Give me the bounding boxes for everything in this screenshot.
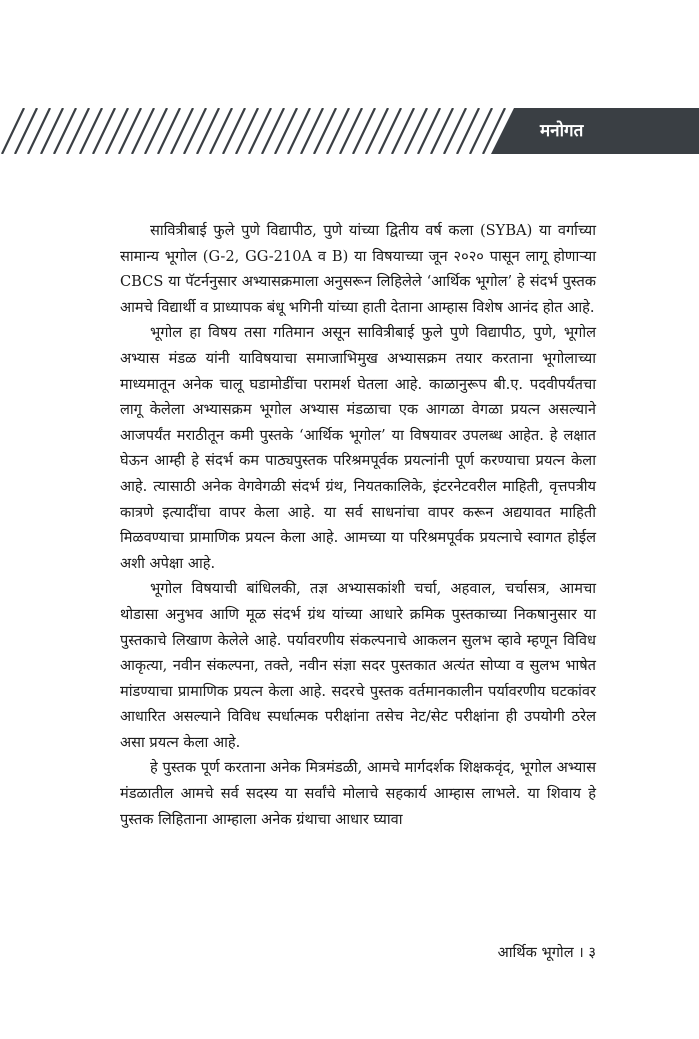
stripe-line — [171, 108, 193, 154]
stripe-line — [405, 108, 427, 154]
stripe-line — [210, 108, 232, 154]
stripe-line — [223, 108, 245, 154]
stripe-line — [67, 108, 89, 154]
stripe-line — [158, 108, 180, 154]
stripe-line — [249, 108, 271, 154]
paragraph-2: भूगोल हा विषय तसा गतिमान असून सावित्रीबाई फुले पुणे विद्यापीठ, पुणे, भूगोल अभ्यास मंडळ यांनी याविषयाचा समाजाभिमुख अभ्यासक्रम तयार करताना भूगोलाच्या माध्यमातून अनेक चालू घडामोडींचा परामर्श घेतला आहे. काळानुरूप बी.ए. पदवीपर्यंतचा लागू केलेला अभ्यासक्रम भूगोल अभ्यास मंडळाचा एक आगळा वेगळा प्रयत्न असल्याने आजपर्यंत मराठीतून कमी पुस्तके ‘आर्थिक भूगोल’ या विषयावर उपलब्ध आहेत. हे लक्षात घेऊन आम्ही हे संदर्भ कम पाठ्यपुस्तक परिश्रमपूर्वक प्रयत्नांनी पूर्ण करण्याचा प्रयत्न केला आहे. त्यासाठी अनेक वेगवेगळी संदर्भ ग्रंथ, नियतकालिके, इंटरनेटवरील माहिती, वृत्तपत्रीय कात्रणे इत्यादींचा वापर केला आहे. या सर्व साधनांचा वापर करून अद्ययावत माहिती मिळवण्याचा प्रामाणिक प्रयत्न केला आहे. आमच्या या परिश्रमपूर्वक प्रयत्नाचे स्वागत होईल अशी अपेक्षा आहे. — [120, 324, 596, 572]
stripe-line — [197, 108, 219, 154]
stripe-line — [93, 108, 115, 154]
stripe-line — [15, 108, 37, 154]
stripe-line — [288, 108, 310, 154]
preface-body — [120, 218, 596, 832]
stripe-line — [184, 108, 206, 154]
stripe-line — [327, 108, 349, 154]
page-footer: आर्थिक भूगोल । ३ — [497, 944, 596, 961]
stripe-line — [340, 108, 362, 154]
paragraph-4: हे पुस्तक पूर्ण करताना अनेक मित्रमंडळी, आमचे मार्गदर्शक शिक्षकवृंद, भूगोल अभ्यास मंडळातील आमचे सर्व सदस्य या सर्वांचे मोलाचे सहकार्य आम्हास लाभले. या शिवाय हे पुस्तक लिहिताना आम्हाला अनेक ग्रंथाचा आधार घ्यावा — [120, 759, 596, 828]
stripe-line — [132, 108, 154, 154]
stripe-line — [28, 108, 50, 154]
stripe-line — [54, 108, 76, 154]
stripe-line — [353, 108, 375, 154]
stripe-line — [106, 108, 128, 154]
stripe-line — [236, 108, 258, 154]
stripe-line — [418, 108, 440, 154]
stripe-line — [444, 108, 466, 154]
stripe-line — [379, 108, 401, 154]
stripe-line — [80, 108, 102, 154]
stripe-line — [145, 108, 167, 154]
stripe-line — [119, 108, 141, 154]
stripe-line — [314, 108, 336, 154]
stripe-line — [275, 108, 297, 154]
stripe-line — [41, 108, 63, 154]
paragraph-3: भूगोल विषयाची बांधिलकी, तज्ञ अभ्यासकांशी चर्चा, अहवाल, चर्चासत्र, आमचा थोडासा अनुभव आणि मूळ संदर्भ ग्रंथ यांच्या आधारे क्रमिक पुस्तकाच्या निकषानुसार या पुस्तकाचे लिखाण केलेले आहे. पर्यावरणीय संकल्पनाचे आकलन सुलभ व्हावे म्हणून विविध आकृत्या, नवीन संकल्पना, तक्ते, नवीन संज्ञा सदर पुस्तकात अत्यंत सोप्या व सुलभ भाषेत मांडण्याचा प्रामाणिक प्रयत्न केला आहे. सदरचे पुस्तक वर्तमानकालीन पर्यावरणीय घटकांवर आधारित असल्याने विविध स्पर्धात्मक परीक्षांना तसेच नेट/सेट परीक्षांना ही उपयोगी ठरेल असा प्रयत्न केला आहे. — [120, 580, 596, 751]
stripe-line — [392, 108, 414, 154]
stripe-line — [262, 108, 284, 154]
stripe-line — [457, 108, 479, 154]
chapter-title: मनोगत — [540, 121, 584, 141]
stripe-line — [2, 108, 24, 154]
paragraph-1: सावित्रीबाई फुले पुणे विद्यापीठ, पुणे यांच्या द्वितीय वर्ष कला (SYBA) या वर्गाच्या सामान्य भूगोल (G-2, GG-210A व B) या विषयाच्या जून २०२० पासून लागू होणाऱ्या CBCS या पॅटर्ननुसार अभ्यासक्रमाला अनुसरून लिहिलेले ‘आर्थिक भूगोल’ हे संदर्भ पुस्तक आमचे विद्यार्थी व प्राध्यापक बंधू भगिनी यांच्या हाती देताना आम्हास विशेष आनंद होत आहे. — [120, 222, 596, 316]
stripe-line — [366, 108, 388, 154]
stripe-line — [301, 108, 323, 154]
stripe-line — [431, 108, 453, 154]
stripe-line — [470, 108, 492, 154]
